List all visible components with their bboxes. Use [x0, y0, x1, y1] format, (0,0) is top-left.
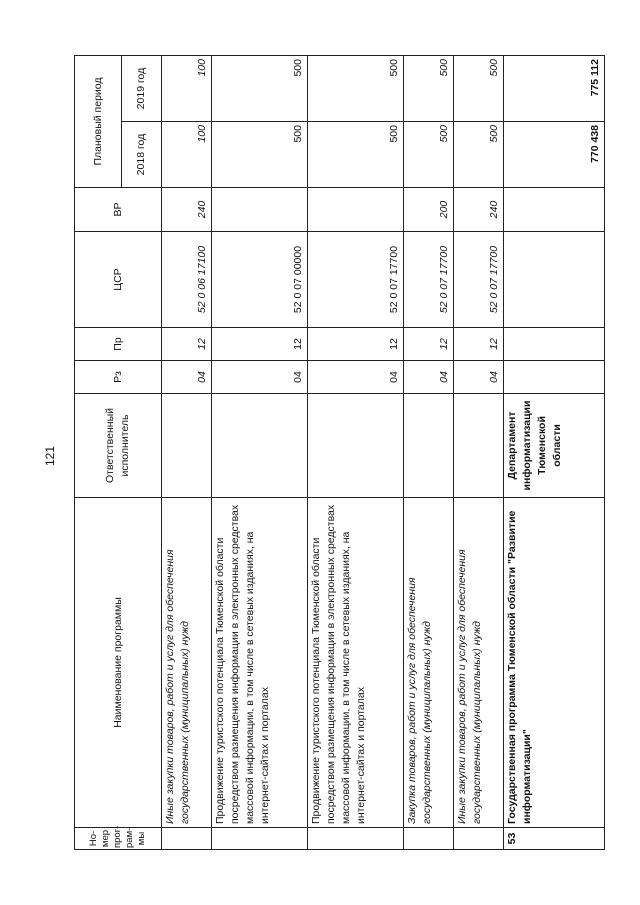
program-name-cell: Иные закупки товаров, работ и услуг для обеспечения государственных (муниципальных) нужд [454, 498, 504, 828]
program-number-cell [308, 828, 404, 850]
header-year-2018: 2018 год [122, 122, 162, 188]
csr-cell: 52 0 07 00000 [212, 232, 308, 328]
value-2018-cell: 500 [308, 122, 404, 188]
budget-table [74, 55, 605, 850]
header-program-name: Наименование программы [75, 498, 162, 828]
value-2018-cell: 500 [212, 122, 308, 188]
executor-cell [404, 394, 454, 498]
rz-cell: 04 [454, 361, 504, 394]
executor-cell [308, 394, 404, 498]
program-number-cell: 53 [504, 828, 605, 850]
value-2019-cell: 500 [404, 56, 454, 122]
program-name-cell: Продвижение туристского потенциала Тюменской области посредством размещения информации в электронных средствах массовой информации, в том числе в сетевых изданиях, на интернет-сайтах и порталах [212, 498, 308, 828]
value-2019-cell: 100 [162, 56, 212, 122]
csr-cell [504, 232, 605, 328]
program-name-cell: Иные закупки товаров, работ и услуг для обеспечения государственных (муниципальных) нужд [162, 498, 212, 828]
vr-cell: 240 [162, 188, 212, 232]
executor-cell: Департамент информатизации Тюменской области [504, 394, 605, 498]
value-2018-cell: 100 [162, 122, 212, 188]
rz-cell [504, 361, 605, 394]
vr-cell [308, 188, 404, 232]
pr-cell: 12 [308, 328, 404, 361]
header-executor: Ответственный исполнитель [75, 394, 162, 498]
executor-cell [212, 394, 308, 498]
header-year-2019: 2019 год [122, 56, 162, 122]
value-2018-cell: 500 [404, 122, 454, 188]
program-number-cell [454, 828, 504, 850]
header-pr: Пр [75, 328, 162, 361]
csr-cell: 52 0 07 17700 [308, 232, 404, 328]
csr-cell: 52 0 07 17700 [404, 232, 454, 328]
table-row [404, 56, 454, 850]
value-2019-cell: 500 [454, 56, 504, 122]
page-number: 121 [43, 445, 57, 467]
value-2018-cell: 500 [454, 122, 504, 188]
rz-cell: 04 [212, 361, 308, 394]
rz-cell: 04 [308, 361, 404, 394]
csr-cell: 52 0 07 17700 [454, 232, 504, 328]
program-name-cell: Государственная программа Тюменской области "Развитие информатизации" [504, 498, 605, 828]
table-row [308, 56, 404, 850]
vr-cell [504, 188, 605, 232]
pr-cell: 12 [162, 328, 212, 361]
program-number-cell [162, 828, 212, 850]
vr-cell: 240 [454, 188, 504, 232]
pr-cell: 12 [212, 328, 308, 361]
rz-cell: 04 [162, 361, 212, 394]
pr-cell: 12 [404, 328, 454, 361]
program-name-cell: Продвижение туристского потенциала Тюменской области посредством размещения информации в электронных средствах массовой информации, в том числе в сетевых изданиях, на интернет-сайтах и порталах [308, 498, 404, 828]
header-vr: ВР [75, 188, 162, 232]
rz-cell: 04 [404, 361, 454, 394]
executor-cell [454, 394, 504, 498]
csr-cell: 52 0 06 17100 [162, 232, 212, 328]
rotated-page-content [74, 56, 604, 850]
pr-cell: 12 [454, 328, 504, 361]
program-number-cell [212, 828, 308, 850]
value-2019-cell: 500 [308, 56, 404, 122]
table-row [454, 56, 504, 850]
value-2018-cell: 770 438 [504, 122, 605, 188]
header-rz: Рз [75, 361, 162, 394]
vr-cell [212, 188, 308, 232]
table-row [212, 56, 308, 850]
vr-cell: 200 [404, 188, 454, 232]
header-planned-period: Плановый период [75, 56, 122, 188]
value-2019-cell: 775 112 [504, 56, 605, 122]
value-2019-cell: 500 [212, 56, 308, 122]
header-csr: ЦСР [75, 232, 162, 328]
program-number-cell [404, 828, 454, 850]
program-name-cell: Закупка товаров, работ и услуг для обеспечения государственных (муниципальных) нужд [404, 498, 454, 828]
table-row [162, 56, 212, 850]
pr-cell [504, 328, 605, 361]
executor-cell [162, 394, 212, 498]
table-row [504, 56, 605, 850]
header-program-number: Но-мер прог-рам-мы [75, 828, 162, 850]
